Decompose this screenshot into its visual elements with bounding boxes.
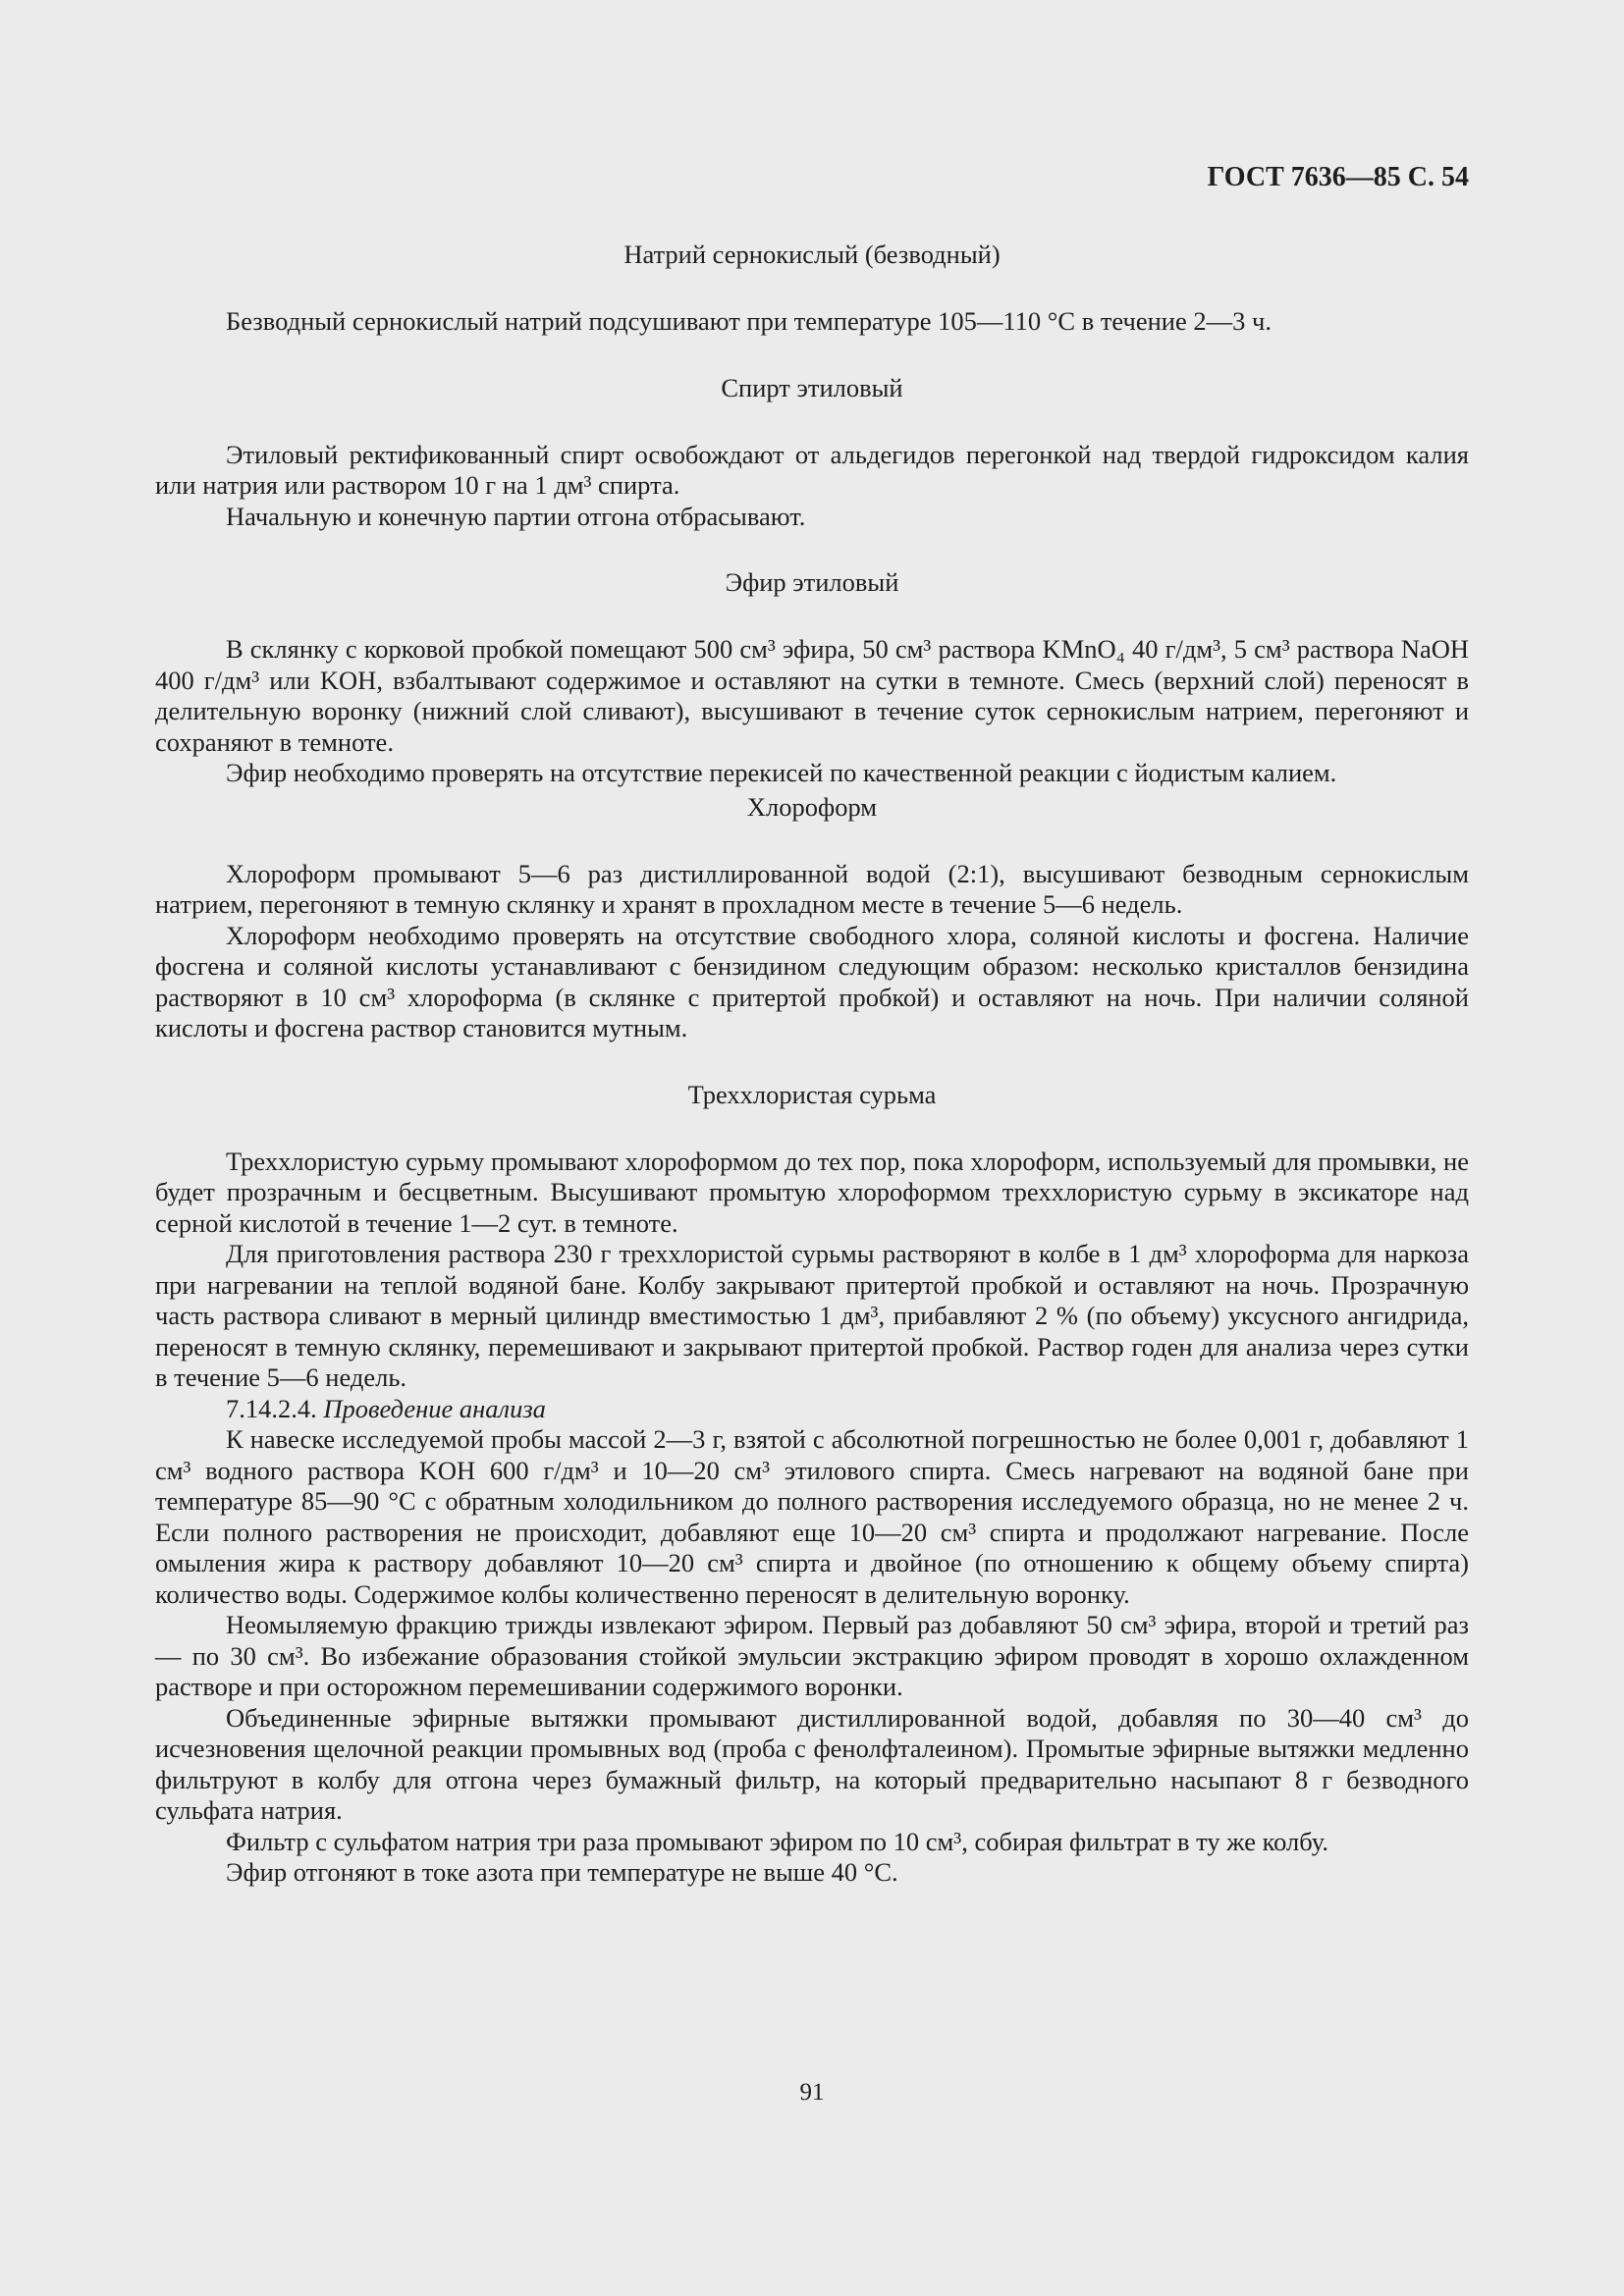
paragraph: Безводный сернокислый натрий подсушивают при температуре 105—110 °С в течение 2—3 ч. <box>226 306 1272 336</box>
paragraph: Фильтр с сульфатом натрия три раза промывают эфиром по 10 см³, собирая фильтрат в ту же колбу. <box>226 1826 1328 1856</box>
section-title-ethyl-ether: Эфир этиловый <box>725 567 899 597</box>
paragraph: Начальную и конечную партии отгона отбрасывают. <box>226 501 806 531</box>
paragraph: К навеске исследуемой пробы массой 2—3 г, взятой с абсолютной погрешностью не более 0,001 г, добавляют 1 см³ водного раствора KOH 600 г/дм³ и 10—20 см³ этилового спирта. Смесь нагревают на водяной бане при температуре 85—90 °С с обратным холодильником до полного растворения исследуемого образца, но не менее 2 ч. Если полного растворения не происходит, добавляют еще 10—20 см³ спирта и продолжают нагревание. После омыления жира к раствору добавляют 10—20 см³ спирта и двойное (по отношению к общему объему спирта) количество воды. Содержимое колбы количественно переносят в делительную воронку. <box>155 1424 1469 1609</box>
paragraph: В склянку с корковой пробкой помещают 500 см³ эфира, 50 см³ раствора KMnO₄ 40 г/дм³, 5 см³ раствора NaOH 400 г/дм³ или KOH, взбалтывают содержимое и оставляют на сутки в темноте. Смесь (верхний слой) переносят в делительную воронку (нижний слой сливают), высушивают в течение суток сернокислым натрием, перегоняют и сохраняют в темноте. <box>155 634 1469 757</box>
section-title-ethyl-alcohol: Спирт этиловый <box>721 372 903 402</box>
paragraph: Объединенные эфирные вытяжки промывают дистиллированной водой, добавляя по 30—40 см³ до исчезновения щелочной реакции промывных вод (проба с фенолфталеином). Промытые эфирные вытяжки медленно фильтруют в колбу для отгона через бумажный фильтр, на который предварительно насыпают 8 г безводного сульфата натрия. <box>155 1702 1469 1825</box>
section-title-sodium-sulfate: Натрий сернокислый (безводный) <box>623 240 1001 269</box>
paragraph: Хлороформ необходимо проверять на отсутствие свободного хлора, соляной кислоты и фосгена. Наличие фосгена и соляной кислоты устанавливают с бензидином следующим образом: несколько кристаллов бензидина растворяют в 10 см³ хлороформа (в склянке с притертой пробкой) и оставляют на ночь. При наличии соляной кислоты и фосгена раствор становится мутным. <box>155 920 1469 1042</box>
paragraph: Этиловый ректификованный спирт освобождают от альдегидов перегонкой над твердой гидроксидом калия или натрия или раствором 10 г на 1 дм³ спирта. <box>155 439 1469 500</box>
subsection-number: 7.14.2.4. <box>226 1393 317 1423</box>
subsection-heading <box>155 1394 1469 1425</box>
document-header: ГОСТ 7636—85 С. 54 <box>1207 162 1469 192</box>
section-title-antimony-trichloride: Треххлористая сурьма <box>687 1079 937 1109</box>
paragraph: Треххлористую сурьму промывают хлороформом до тех пор, пока хлороформ, используемый для промывки, не будет прозрачным и бесцветным. Высушивают промытую хлороформом треххлористую сурьму в эксикаторе над серной кислотой в течение 1—2 сут. в темноте. <box>155 1146 1469 1238</box>
paragraph: Эфир необходимо проверять на отсутствие перекисей по качественной реакции с йодистым калием. <box>226 758 1337 787</box>
paragraph: Эфир отгоняют в токе азота при температуре не выше 40 °С. <box>226 1857 898 1887</box>
section-title-chloroform: Хлороформ <box>746 791 878 822</box>
paragraph: Хлороформ промывают 5—6 раз дистиллированной водой (2:1), высушивают безводным сернокислым натрием, перегоняют в темную склянку и хранят в прохладном месте в течение 5—6 недель. <box>155 858 1469 919</box>
page-number: 91 <box>799 2079 825 2106</box>
paragraph: Неомыляемую фракцию трижды извлекают эфиром. Первый раз добавляют 50 см³ эфира, второй и третий раз — по 30 см³. Во избежание образования стойкой эмульсии экстракцию эфиром проводят в хорошо охлажденном растворе и при осторожном перемешивании содержимого воронки. <box>155 1610 1469 1701</box>
paragraph: Для приготовления раствора 230 г треххлористой сурьмы растворяют в колбе в 1 дм³ хлороформа для наркоза при нагревании на теплой водяной бане. Колбу закрывают притертой пробкой и оставляют на ночь. Прозрачную часть раствора сливают в мерный цилиндр вместимостью 1 дм³, прибавляют 2 % (по объему) уксусного ангидрида, переносят в темную склянку, перемешивают и закрывают притертой пробкой. Раствор годен для анализа через сутки в течение 5—6 недель. <box>155 1239 1469 1392</box>
subsection-title: Проведение анализа <box>323 1393 546 1423</box>
